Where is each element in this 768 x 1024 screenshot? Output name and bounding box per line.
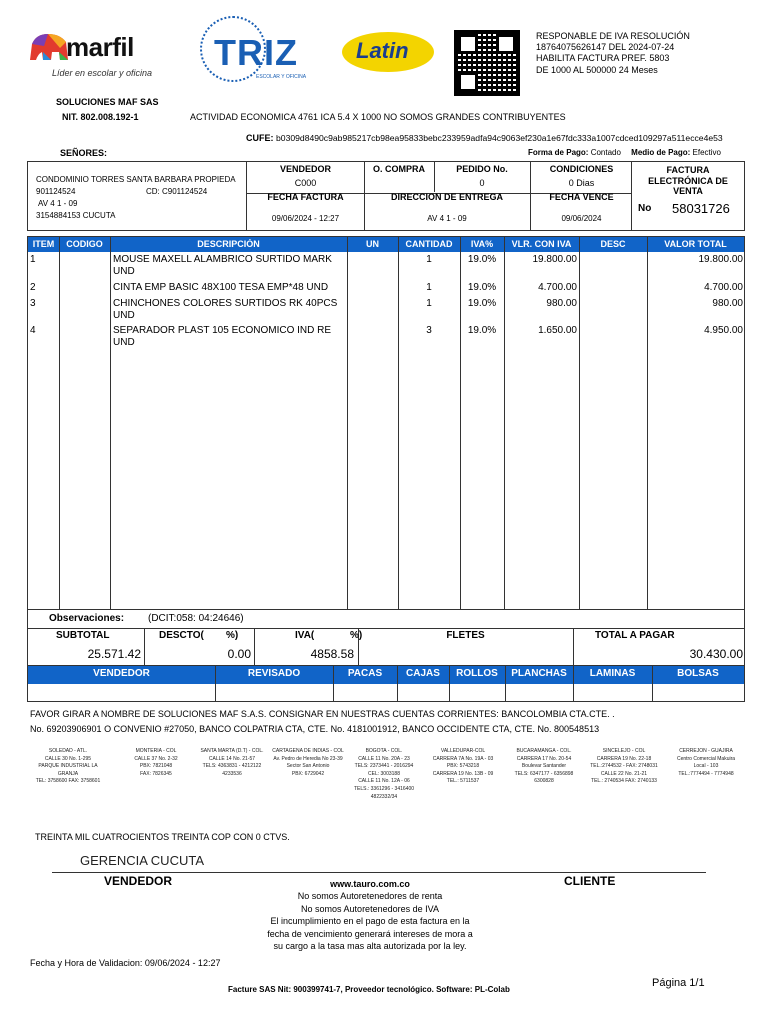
descto-value: 0.00: [227, 647, 251, 661]
triz-logo: [196, 14, 314, 96]
dispatch-planchas: PLANCHAS: [511, 668, 567, 679]
branch-santa-marta: SANTA MARTA (D.T) - COL. CALLE 14 No. 21-57 TELS: 4363831 - 4212122 4233536: [200, 748, 264, 777]
vendedor-label: VENDEDOR: [279, 164, 331, 174]
descto-label: DESCTO(: [159, 630, 204, 641]
branch-valledupar: VALLEDUPAR-COL CARRERA 7A No. 19A - 03 PBX: 5743218 CARRERA 19 No. 13B - 09 TEL.: 5711537: [432, 748, 494, 785]
descto-percent: %): [226, 630, 239, 641]
condiciones-value: 0 Dias: [568, 178, 595, 188]
row-iva: 19.0%: [467, 325, 497, 336]
col-vlr-con-iva: VLR. CON IVA: [511, 239, 572, 249]
customer-address: AV 4 1 - 09: [38, 199, 78, 208]
cufe-line: [246, 133, 723, 143]
iva-label: IVA(: [295, 630, 315, 641]
row-cantidad: 1: [426, 298, 432, 309]
payment-method-label: Medio de Pago:: [631, 148, 691, 157]
fecha-vence-value: 09/06/2024: [561, 214, 602, 223]
dispatch-bolsas: BOLSAS: [677, 668, 719, 679]
row-iva: 19.0%: [467, 282, 497, 293]
customer-label: SEÑORES:: [60, 148, 108, 158]
invoice-number-box: [631, 161, 745, 231]
row-cantidad: 3: [426, 325, 432, 336]
col-valor-total: VALOR TOTAL: [664, 239, 727, 249]
validation-datetime: Fecha y Hora de Validacion: 09/06/2024 - 12:27: [30, 958, 221, 968]
marfil-tagline: Líder en escolar y oficina: [52, 68, 153, 78]
cufe-label: CUFE:: [246, 133, 274, 143]
signature-line: [52, 872, 706, 873]
triz-tagline: ESCOLAR Y OFICINA: [256, 74, 307, 80]
observations-box: [27, 609, 745, 629]
fletes-label: FLETES: [446, 630, 485, 641]
invoice-no-label: No: [638, 203, 652, 214]
company-nit: NIT. 802.008.192-1: [62, 112, 139, 122]
resolution-line: HABILITA FACTURA PREF. 5803: [536, 53, 670, 64]
iva-percent: %): [350, 630, 363, 641]
bank-line-1: FAVOR GIRAR A NOMBRE DE SOLUCIONES MAF S.A.S. CONSIGNAR EN NUESTRAS CUENTAS CORRIENTES: BANCOLOMBIA CTA.CTE. .: [30, 709, 615, 719]
row-iva: 19.0%: [467, 298, 497, 309]
items-table: [27, 236, 745, 610]
subtotal-label: SUBTOTAL: [56, 630, 110, 641]
customer-box: [27, 161, 247, 231]
row-iva: 19.0%: [467, 254, 497, 265]
dispatch-vendedor: VENDEDOR: [93, 668, 150, 679]
col-un: UN: [366, 239, 379, 249]
row-description: MOUSE MAXELL ALAMBRICO SURTIDO MARK UND: [113, 254, 332, 277]
row-cantidad: 1: [426, 282, 432, 293]
row-total: 19.800.00: [698, 254, 743, 265]
row-item: 1: [30, 254, 36, 265]
customer-phone-city: 3154884153 CUCUTA: [36, 211, 116, 220]
qr-code: [454, 30, 520, 96]
bank-line-2: No. 69203906901 O CONVENIO #27050, BANCO COLPATRIA CTA, CTE. No. 4181001912, BANCO OCCIDENTE CTA, CTE. No. 800548513: [30, 724, 600, 734]
page-number: Página 1/1: [652, 977, 705, 989]
latin-logo: [342, 32, 434, 72]
observations-label: Observaciones:: [49, 613, 125, 624]
row-total: 980.00: [712, 298, 743, 309]
dispatch-laminas: LAMINAS: [589, 668, 636, 679]
row-vlr: 4.700.00: [538, 282, 577, 293]
row-description: CINTA EMP BASIC 48X100 TESA EMP*48 UND: [113, 282, 329, 293]
compra-label: O. COMPRA: [372, 164, 425, 174]
invoice-title: FACTURA ELECTRÓNICA DE VENTA: [648, 165, 728, 196]
resolution-line: RESPONABLE DE IVA RESOLUCIÓN: [536, 31, 690, 41]
signature-cliente: CLIENTE: [564, 874, 616, 888]
observations-value: (DCIT:058: 04:24646): [148, 613, 244, 624]
footer-provider: Facture SAS Nit: 900399741-7, Proveedor tecnológico. Software: PL-Colab: [228, 985, 510, 994]
row-vlr: 19.800.00: [532, 254, 577, 265]
vendedor-value: C000: [294, 178, 317, 188]
col-descripcion: DESCRIPCIÓN: [197, 239, 260, 249]
payment-method-value: Efectivo: [692, 148, 721, 157]
dispatch-box: [27, 665, 745, 702]
dispatch-pacas: PACAS: [347, 668, 383, 679]
condiciones-label: CONDICIONES: [549, 164, 614, 174]
direccion-entrega-value: AV 4 1 - 09: [427, 214, 467, 223]
pedido-value: 0: [479, 178, 485, 188]
iva-value: 4858.58: [310, 647, 354, 661]
row-description: SEPARADOR PLAST 105 ECONOMICO IND RE UND: [113, 325, 332, 348]
col-codigo: CODIGO: [66, 239, 103, 249]
marfil-wordmark: marfil: [66, 32, 134, 62]
col-item: ITEM: [32, 239, 55, 249]
triz-wordmark: TRIZ: [214, 32, 298, 73]
row-item: 2: [30, 282, 36, 293]
col-cantidad: CANTIDAD: [405, 239, 453, 249]
payment-form-label: Forma de Pago:: [528, 148, 589, 157]
customer-name: CONDOMINIO TORRES SANTA BARBARA PROPIEDA: [36, 175, 236, 184]
row-description: CHINCHONES COLORES SURTIDOS RK 40PCS UND: [113, 298, 338, 321]
amount-in-words: TREINTA MIL CUATROCIENTOS TREINTA COP CON 0 CTVS.: [35, 832, 290, 842]
col-iva: IVA%: [470, 239, 494, 249]
customer-id: 901124524: [36, 187, 76, 196]
payment-info: [528, 148, 721, 157]
invoice-number: 58031726: [672, 201, 730, 216]
resolution-block: [536, 31, 690, 76]
company-activity: ACTIVIDAD ECONOMICA 4761 ICA 5.4 X 1000 NO SOMOS GRANDES CONTRIBUYENTES: [190, 112, 566, 122]
resolution-line: 18764075626147 DEL 2024-07-24: [536, 42, 675, 53]
fecha-vence-label: FECHA VENCE: [549, 192, 614, 202]
total-value: 30.430.00: [689, 647, 743, 661]
dispatch-cajas: CAJAS: [406, 668, 440, 679]
row-vlr: 980.00: [546, 298, 577, 309]
branch-cerrejon: CERREJON - GUAJIRA Centro Comercial Makuira Local - 103 TEL.:7774494 - 7774948: [676, 748, 736, 777]
direccion-entrega-label: DIRECCION DE ENTREGA: [390, 192, 503, 202]
company-name: SOLUCIONES MAF SAS: [56, 97, 159, 107]
resolution-line: DE 1000 AL 500000 24 Meses: [536, 64, 658, 75]
order-info-box: [246, 161, 632, 231]
row-total: 4.700.00: [704, 282, 743, 293]
col-desc: DESC: [600, 239, 626, 249]
branch-soledad: SOLEDAD - ATL. CALLE 30 No. 1-295 PARQUE INDUSTRIAL LA GRANJA TEL: 3758600 FAX: 3758601: [35, 748, 101, 785]
customer-cd: CD: C901124524: [146, 187, 208, 196]
cufe-value: b0309d8490c9ab985217cb98ea95833bebc233959adfa94c9063ef230a1e67fdc333a1007cdced109297a511ecce4e53: [276, 133, 723, 143]
latin-wordmark: Latin: [356, 38, 409, 63]
total-label: TOTAL A PAGAR: [595, 630, 675, 641]
branch-sincelejo: SINCELEJO - COL CARRERA 19 No. 22-18 TEL.:2744532 - FAX: 2748031 CALLE 22 No. 21-21 TEL.: 2740534 FAX: 2740133: [590, 748, 658, 785]
row-item: 3: [30, 298, 36, 309]
signature-vendedor: VENDEDOR: [104, 874, 173, 888]
marfil-logo: [26, 28, 176, 82]
payment-form-value: Contado: [590, 148, 621, 157]
branch-bogota: BOGOTA - COL. CALLE 11 No. 20A - 23 TELS: 2373441 - 2016294 CEL: 3003188 CALLE 11 No. 12A - 06 TELS.: 3361296 - 3416400 4822332/34: [353, 748, 415, 800]
row-item: 4: [30, 325, 36, 336]
row-total: 4.950.00: [704, 325, 743, 336]
elephant-icon: [26, 30, 70, 66]
branch-bucaramanga: BUCARAMANGA - COL. CARRERA 17 No. 20-54 Boulevar Santander TELS: 6347177 - 6356898 6300828: [514, 748, 574, 785]
totals-box: [27, 628, 745, 666]
row-cantidad: 1: [426, 254, 432, 265]
branch-cartagena: CARTAGENA DE INDIAS - COL Av. Pedro de Heredia No 23-39 Sector San Antonio PBX: 6729042: [272, 748, 344, 777]
branch-monteria: MONTERIA - COL CALLE 37 No. 2-32 PBX: 7821048 FAX: 7826345: [134, 748, 178, 777]
fecha-factura-label: FECHA FACTURA: [267, 192, 344, 202]
row-vlr: 1.650.00: [538, 325, 577, 336]
pedido-label: PEDIDO No.: [456, 164, 508, 174]
website: www.tauro.com.co: [330, 879, 410, 889]
legal-notes: www.tauro.com.co No somos Autoretenedores de renta No somos Autoretenedores de IVA El incumplimiento en el pago de esta factura en la fecha de vencimiento generará intereses de mora a su cargo a la tasa mas alta autorizada por la ley.: [250, 878, 490, 952]
dispatch-rollos: ROLLOS: [456, 668, 498, 679]
dispatch-revisado: REVISADO: [247, 668, 301, 679]
subtotal-value: 25.571.42: [87, 647, 141, 661]
gerencia-label: GERENCIA CUCUTA: [80, 853, 204, 868]
fecha-factura-value: 09/06/2024 - 12:27: [271, 214, 340, 223]
